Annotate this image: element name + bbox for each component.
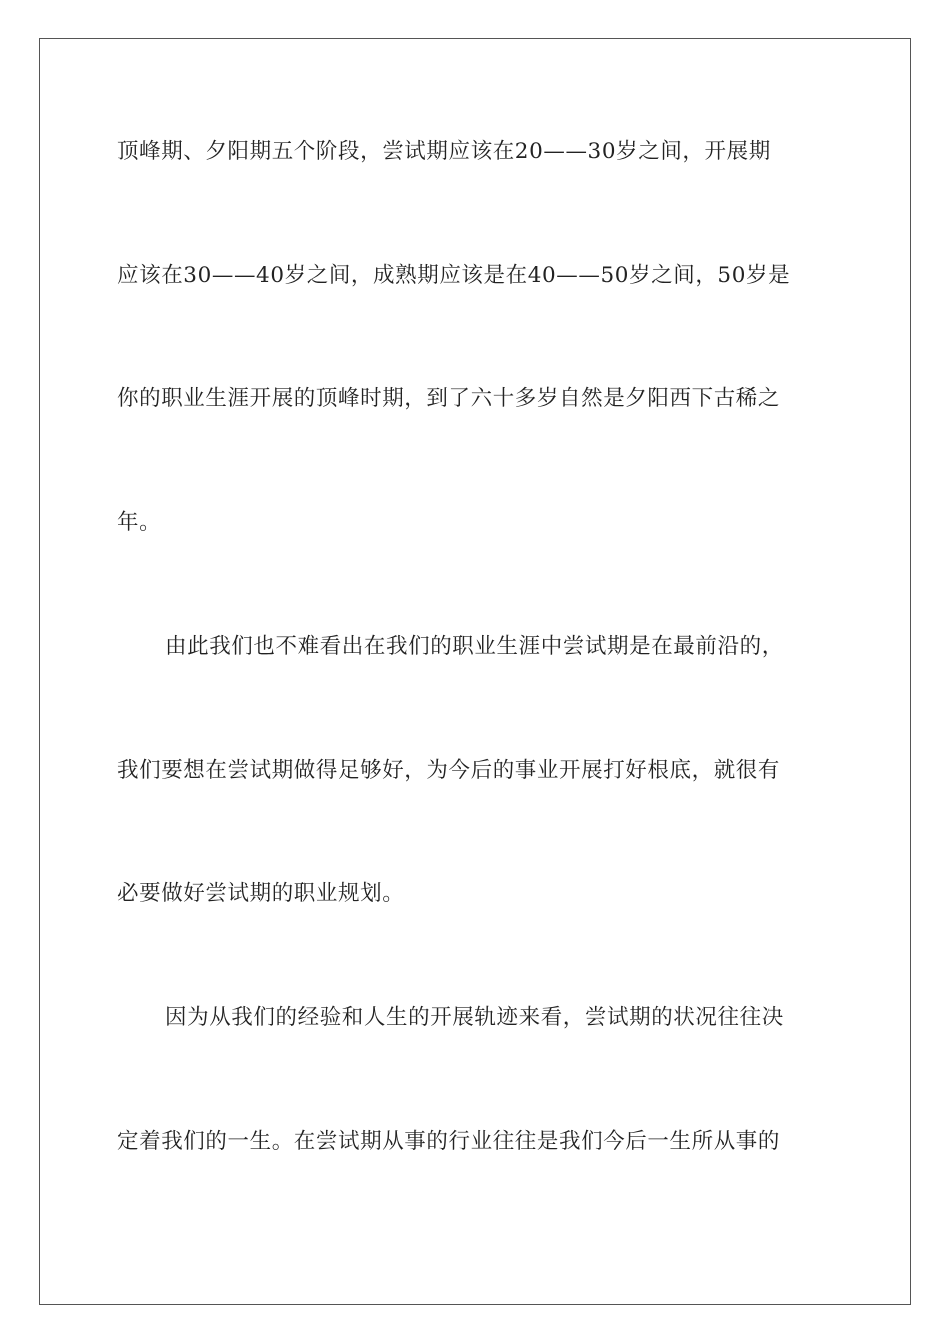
text-line-9: 定着我们的一生。在尝试期从事的行业往往是我们今后一生所从事的 <box>117 1129 781 1154</box>
text-line-4: 年。 <box>117 510 162 535</box>
text-line-7: 必要做好尝试期的职业规划。 <box>117 881 405 906</box>
text-line-1: 顶峰期、夕阳期五个阶段，尝试期应该在20——30岁之间，开展期 <box>117 139 771 164</box>
page-border <box>39 38 911 1305</box>
paragraph-start-line-8: 因为从我们的经验和人生的开展轨迹来看，尝试期的状况往往决 <box>165 1005 784 1030</box>
paragraph-start-line-5: 由此我们也不难看出在我们的职业生涯中尝试期是在最前沿的， <box>165 634 784 659</box>
text-line-2: 应该在30——40岁之间，成熟期应该是在40——50岁之间，50岁是 <box>117 263 791 288</box>
text-line-6: 我们要想在尝试期做得足够好，为今后的事业开展打好根底，就很有 <box>117 758 781 783</box>
text-line-3: 你的职业生涯开展的顶峰时期，到了六十多岁自然是夕阳西下古稀之 <box>117 386 781 411</box>
